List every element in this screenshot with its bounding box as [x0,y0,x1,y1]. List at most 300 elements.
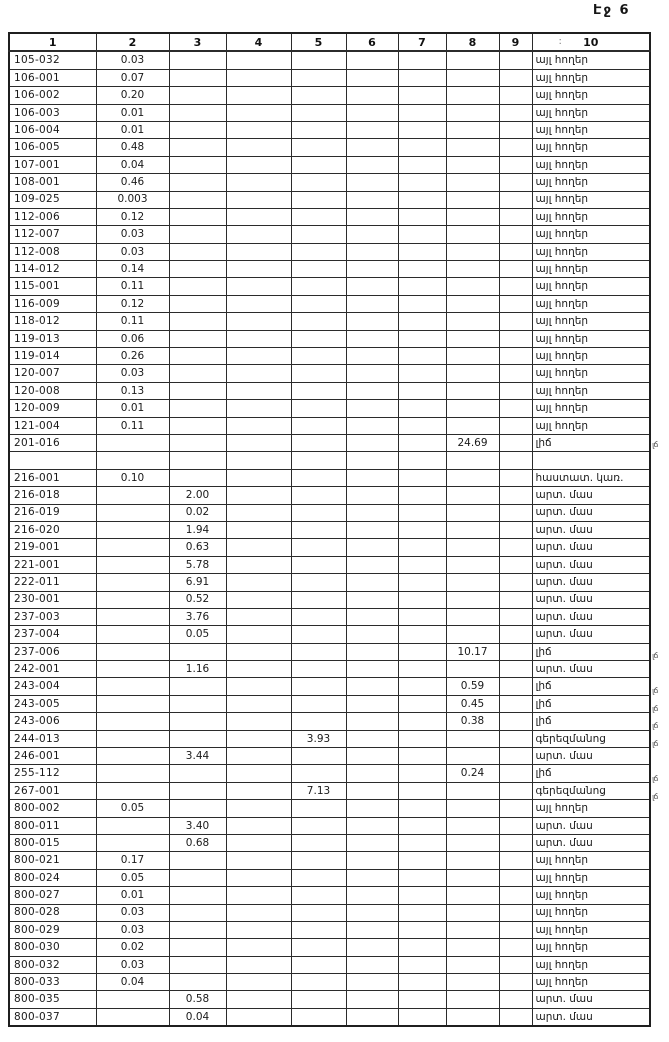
value-cell [446,104,499,121]
land-type-cell: այլ հողեր [532,400,650,417]
value-cell [226,452,291,469]
value-cell [398,765,446,782]
value-cell [446,261,499,278]
table-row [9,243,650,260]
value-cell: 3.76 [169,608,226,625]
parcel-code-cell: 800-015 [9,834,96,851]
value-cell [226,469,291,486]
value-cell [346,800,398,817]
value-cell [96,817,169,834]
value-cell [499,834,532,851]
table-row [9,661,650,678]
value-cell [499,591,532,608]
value-cell [446,556,499,573]
column-header-2 [96,33,169,51]
value-cell [446,191,499,208]
value-cell [499,156,532,173]
value-cell [291,121,346,138]
parcel-code-cell: 216-018 [9,487,96,504]
value-cell [169,417,226,434]
value-cell [446,417,499,434]
value-cell [96,434,169,451]
value-cell [226,504,291,521]
value-cell [446,295,499,312]
value-cell [226,521,291,538]
value-cell [398,626,446,643]
value-cell [446,382,499,399]
value-cell [291,974,346,991]
value-cell [96,487,169,504]
value-cell [346,765,398,782]
value-cell [446,574,499,591]
value-cell [346,869,398,886]
value-cell [398,852,446,869]
value-cell [446,400,499,417]
value-cell: 7.13 [291,782,346,799]
value-cell [499,87,532,104]
land-type-cell: այլ հողեր [532,69,650,86]
table-row [9,713,650,730]
value-cell [398,434,446,451]
value-cell [226,782,291,799]
value-cell: 0.05 [96,800,169,817]
value-cell [291,469,346,486]
value-cell [499,574,532,591]
parcel-code-cell: 222-011 [9,574,96,591]
value-cell [346,278,398,295]
parcel-code-cell: 800-011 [9,817,96,834]
column-header-label: 4 [254,35,263,49]
value-cell [398,191,446,208]
value-cell [226,69,291,86]
parcel-code-cell: 120-007 [9,365,96,382]
table-row [9,521,650,538]
value-cell [291,330,346,347]
parcel-code-cell: 121-004 [9,417,96,434]
value-cell [291,921,346,938]
value-cell [291,156,346,173]
value-cell: 0.45 [446,695,499,712]
column-header-label: 9 [511,35,520,49]
parcel-code-cell: 800-030 [9,939,96,956]
table-row [9,887,650,904]
column-header-6 [346,33,398,51]
value-cell [499,330,532,347]
land-type-cell: արտ. մաս [532,556,650,573]
parcel-code-cell: 221-001 [9,556,96,573]
table-header-row [9,33,650,51]
value-cell [499,730,532,747]
parcel-code-cell: 106-002 [9,87,96,104]
value-cell [446,365,499,382]
value-cell [398,69,446,86]
value-cell [446,852,499,869]
value-cell [226,382,291,399]
value-cell [499,765,532,782]
scan-artifact-mark: : [558,36,562,47]
parcel-code-cell: 119-014 [9,348,96,365]
value-cell [169,330,226,347]
value-cell [346,661,398,678]
value-cell [226,121,291,138]
value-cell [346,487,398,504]
value-cell: 0.63 [169,539,226,556]
column-header-label: 7 [418,35,426,49]
value-cell [169,434,226,451]
land-type-cell: այլ հողեր [532,313,650,330]
value-cell [446,974,499,991]
value-cell [291,800,346,817]
value-cell [169,121,226,138]
table-row [9,1008,650,1026]
value-cell [446,921,499,938]
value-cell [398,800,446,817]
value-cell [499,974,532,991]
land-type-cell: այլ հողեր [532,87,650,104]
value-cell: 3.44 [169,748,226,765]
value-cell [346,295,398,312]
value-cell [226,921,291,938]
column-header-7 [398,33,446,51]
table-row [9,921,650,938]
value-cell [291,695,346,712]
table-row [9,191,650,208]
value-cell [346,626,398,643]
table-row [9,487,650,504]
table-row [9,574,650,591]
value-cell [346,539,398,556]
value-cell [446,1008,499,1026]
value-cell [446,608,499,625]
land-type-cell: արտ. մաս [532,991,650,1008]
value-cell: 0.11 [96,417,169,434]
value-cell [96,748,169,765]
value-cell: 2.00 [169,487,226,504]
land-type-cell: գերեզմանոց [532,782,650,799]
land-type-cell: լիճ [532,678,650,695]
value-cell [226,191,291,208]
parcel-code-cell: 112-007 [9,226,96,243]
value-cell: 0.11 [96,278,169,295]
land-type-cell: այլ հողեր [532,921,650,938]
value-cell [499,991,532,1008]
value-cell [346,643,398,660]
table-row [9,261,650,278]
table-row [9,504,650,521]
value-cell: 0.58 [169,991,226,1008]
value-cell [499,365,532,382]
value-cell [226,591,291,608]
value-cell [398,243,446,260]
land-type-cell: այլ հողեր [532,208,650,225]
value-cell [346,678,398,695]
parcel-code-cell: 237-006 [9,643,96,660]
parcel-code-cell: 216-019 [9,504,96,521]
value-cell: 0.10 [96,469,169,486]
column-header-5 [291,33,346,51]
parcel-code-cell: 255-112 [9,765,96,782]
value-cell [291,539,346,556]
value-cell [499,678,532,695]
value-cell [291,104,346,121]
value-cell [398,313,446,330]
value-cell [346,904,398,921]
table-row [9,974,650,991]
value-cell [499,469,532,486]
value-cell [499,51,532,69]
table-row [9,278,650,295]
table-row [9,295,650,312]
value-cell [446,487,499,504]
value-cell: 0.003 [96,191,169,208]
value-cell [499,226,532,243]
value-cell [291,765,346,782]
value-cell: 0.01 [96,121,169,138]
value-cell [96,661,169,678]
table-row [9,69,650,86]
value-cell [346,974,398,991]
value-cell: 0.01 [96,104,169,121]
value-cell [226,730,291,747]
land-type-cell: արտ. մաս [532,817,650,834]
parcel-code-cell: 237-004 [9,626,96,643]
value-cell [226,330,291,347]
land-type-cell: այլ հողեր [532,278,650,295]
value-cell [226,243,291,260]
value-cell [346,834,398,851]
table-row [9,626,650,643]
value-cell: 0.11 [96,313,169,330]
parcel-code-cell: 242-001 [9,661,96,678]
value-cell: 0.03 [96,365,169,382]
table-row [9,121,650,138]
value-cell [446,174,499,191]
value-cell [499,348,532,365]
value-cell [169,695,226,712]
value-cell [446,69,499,86]
column-header-4 [226,33,291,51]
value-cell [398,748,446,765]
column-header-label: 3 [193,35,202,49]
value-cell [346,452,398,469]
table-row [9,156,650,173]
value-cell [446,51,499,69]
value-cell [226,695,291,712]
value-cell [398,608,446,625]
value-cell [226,87,291,104]
value-cell [291,382,346,399]
table-row [9,643,650,660]
value-cell [226,974,291,991]
land-type-cell: այլ հողեր [532,852,650,869]
value-cell [291,521,346,538]
value-cell: 0.59 [446,678,499,695]
value-cell [446,800,499,817]
value-cell [346,574,398,591]
column-header-3 [169,33,226,51]
table-row [9,782,650,799]
land-type-cell: արտ. մաս [532,504,650,521]
value-cell [291,348,346,365]
value-cell [291,504,346,521]
value-cell [169,869,226,886]
parcel-code-cell: 201-016 [9,434,96,451]
parcel-code-cell [9,452,96,469]
value-cell [291,834,346,851]
value-cell [499,748,532,765]
value-cell [398,330,446,347]
value-cell [398,556,446,573]
value-cell: 10.17 [446,643,499,660]
value-cell [398,208,446,225]
value-cell [291,591,346,608]
table-row [9,365,650,382]
value-cell: 0.48 [96,139,169,156]
value-cell [96,730,169,747]
land-type-cell: արտ. մաս [532,521,650,538]
value-cell: 0.02 [96,939,169,956]
value-cell [291,226,346,243]
handwritten-margin-note: լճ [651,703,658,713]
value-cell: 0.12 [96,208,169,225]
value-cell [169,295,226,312]
land-type-cell: այլ հողեր [532,295,650,312]
value-cell [446,330,499,347]
value-cell [499,382,532,399]
value-cell [398,921,446,938]
land-type-cell: արտ. մաս [532,539,650,556]
value-cell [226,626,291,643]
value-cell: 0.03 [96,243,169,260]
value-cell [169,904,226,921]
value-cell [226,817,291,834]
parcel-code-cell: 106-001 [9,69,96,86]
value-cell [398,713,446,730]
table-row [9,904,650,921]
value-cell [291,400,346,417]
value-cell [398,51,446,69]
value-cell [499,904,532,921]
value-cell [226,400,291,417]
parcel-code-cell: 112-006 [9,208,96,225]
value-cell [169,348,226,365]
value-cell [499,417,532,434]
value-cell: 0.17 [96,852,169,869]
value-cell [346,1008,398,1026]
value-cell [346,852,398,869]
value-cell [398,452,446,469]
value-cell [499,782,532,799]
value-cell [346,243,398,260]
value-cell [398,574,446,591]
value-cell: 0.38 [446,713,499,730]
value-cell: 0.46 [96,174,169,191]
value-cell [446,469,499,486]
parcel-code-cell: 107-001 [9,156,96,173]
value-cell [226,643,291,660]
table-row [9,539,650,556]
value-cell [346,382,398,399]
column-header-label: 6 [368,35,376,49]
parcel-code-cell: 800-021 [9,852,96,869]
value-cell [169,852,226,869]
value-cell [96,678,169,695]
land-type-cell: այլ հողեր [532,348,650,365]
land-type-cell: այլ հողեր [532,156,650,173]
value-cell [96,782,169,799]
value-cell [398,87,446,104]
value-cell [346,191,398,208]
handwritten-margin-note: լճ [651,791,658,801]
value-cell [398,1008,446,1026]
land-type-cell: այլ հողեր [532,869,650,886]
table-row [9,834,650,851]
value-cell: 0.03 [96,904,169,921]
value-cell [499,869,532,886]
value-cell [169,69,226,86]
handwritten-margin-note: լճ [651,721,658,731]
table-row [9,991,650,1008]
value-cell [291,904,346,921]
value-cell [226,348,291,365]
land-type-cell: արտ. մաս [532,487,650,504]
value-cell [169,643,226,660]
table-row [9,939,650,956]
value-cell: 5.78 [169,556,226,573]
value-cell: 0.03 [96,956,169,973]
land-type-cell: լիճ [532,765,650,782]
value-cell [169,208,226,225]
handwritten-margin-note: լճ [651,738,658,749]
value-cell [398,121,446,138]
value-cell [398,869,446,886]
value-cell [446,278,499,295]
value-cell [446,591,499,608]
table-row [9,348,650,365]
value-cell [291,869,346,886]
parcel-code-cell: 216-020 [9,521,96,538]
column-header-1 [9,33,96,51]
value-cell [499,174,532,191]
value-cell [446,208,499,225]
value-cell [169,956,226,973]
value-cell [169,939,226,956]
value-cell [398,382,446,399]
value-cell [226,748,291,765]
value-cell [291,261,346,278]
value-cell [446,348,499,365]
parcel-code-cell: 219-001 [9,539,96,556]
value-cell [499,313,532,330]
value-cell [291,278,346,295]
value-cell [169,226,226,243]
value-cell [398,956,446,973]
value-cell [291,174,346,191]
land-parcel-table [8,32,651,1027]
value-cell [169,278,226,295]
table-row [9,852,650,869]
value-cell [96,713,169,730]
value-cell [398,817,446,834]
parcel-code-cell: 119-013 [9,330,96,347]
value-cell [398,417,446,434]
value-cell: 1.16 [169,661,226,678]
land-type-cell: լիճ [532,713,650,730]
value-cell [291,191,346,208]
value-cell [226,1008,291,1026]
value-cell [446,939,499,956]
parcel-code-cell: 243-004 [9,678,96,695]
